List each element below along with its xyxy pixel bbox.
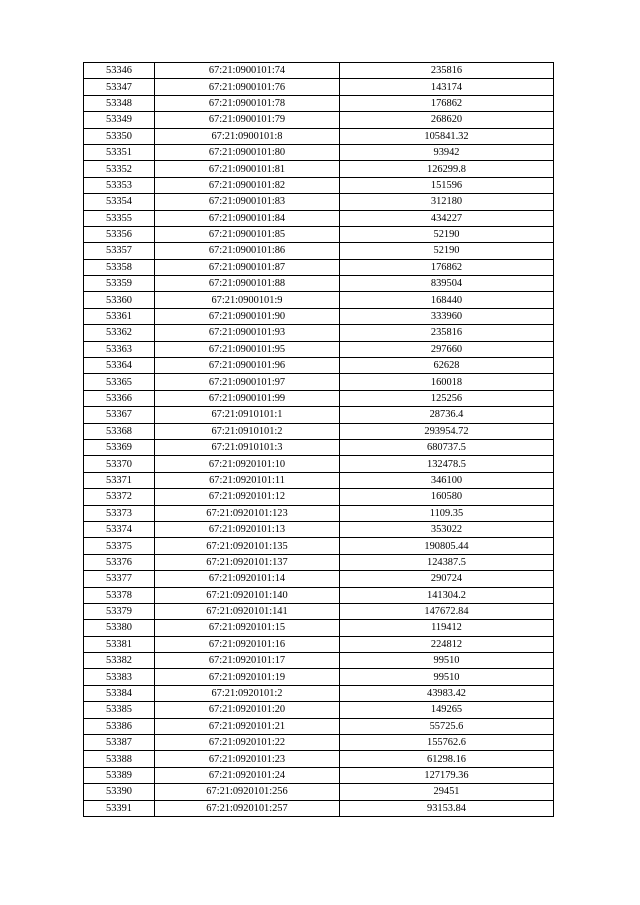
- table-row: [84, 735, 554, 751]
- cadastral-number-cell: 67:21:0920101:10: [155, 456, 340, 472]
- table-row: [84, 423, 554, 439]
- table-row: [84, 554, 554, 570]
- row-number-cell: 53361: [84, 308, 155, 324]
- table-row: [84, 702, 554, 718]
- cadastral-number-cell: 67:21:0920101:24: [155, 767, 340, 783]
- row-number-cell: 53363: [84, 341, 155, 357]
- row-number-cell: 53386: [84, 718, 155, 734]
- value-cell: 346100: [340, 472, 554, 488]
- cadastral-number-cell: 67:21:0920101:2: [155, 685, 340, 701]
- cadastral-number-cell: 67:21:0900101:99: [155, 390, 340, 406]
- row-number-cell: 53350: [84, 128, 155, 144]
- value-cell: 155762.6: [340, 735, 554, 751]
- table-row: [84, 112, 554, 128]
- table-row: [84, 521, 554, 537]
- table-row: [84, 276, 554, 292]
- row-number-cell: 53354: [84, 194, 155, 210]
- table-row: [84, 439, 554, 455]
- cadastral-value-table: [83, 62, 554, 817]
- cadastral-number-cell: 67:21:0900101:82: [155, 177, 340, 193]
- value-cell: 141304.2: [340, 587, 554, 603]
- value-cell: 235816: [340, 325, 554, 341]
- cadastral-number-cell: 67:21:0920101:141: [155, 603, 340, 619]
- value-cell: 93153.84: [340, 800, 554, 816]
- value-cell: 105841.32: [340, 128, 554, 144]
- row-number-cell: 53349: [84, 112, 155, 128]
- value-cell: 1109.35: [340, 505, 554, 521]
- value-cell: 268620: [340, 112, 554, 128]
- value-cell: 61298.16: [340, 751, 554, 767]
- row-number-cell: 53351: [84, 144, 155, 160]
- table-row: [84, 751, 554, 767]
- cadastral-number-cell: 67:21:0900101:76: [155, 79, 340, 95]
- row-number-cell: 53355: [84, 210, 155, 226]
- table-row: [84, 95, 554, 111]
- cadastral-number-cell: 67:21:0900101:84: [155, 210, 340, 226]
- cadastral-number-cell: 67:21:0910101:3: [155, 439, 340, 455]
- value-cell: 52190: [340, 243, 554, 259]
- cadastral-number-cell: 67:21:0900101:83: [155, 194, 340, 210]
- cadastral-number-cell: 67:21:0900101:80: [155, 144, 340, 160]
- row-number-cell: 53382: [84, 653, 155, 669]
- cadastral-number-cell: 67:21:0920101:257: [155, 800, 340, 816]
- value-cell: 224812: [340, 636, 554, 652]
- row-number-cell: 53370: [84, 456, 155, 472]
- table-row: [84, 407, 554, 423]
- table-row: [84, 636, 554, 652]
- cadastral-number-cell: 67:21:0900101:78: [155, 95, 340, 111]
- cadastral-number-cell: 67:21:0920101:14: [155, 571, 340, 587]
- table-row: [84, 259, 554, 275]
- table-row: [84, 587, 554, 603]
- row-number-cell: 53364: [84, 358, 155, 374]
- value-cell: 99510: [340, 669, 554, 685]
- table-row: [84, 144, 554, 160]
- cadastral-number-cell: 67:21:0920101:123: [155, 505, 340, 521]
- cadastral-number-cell: 67:21:0920101:17: [155, 653, 340, 669]
- row-number-cell: 53376: [84, 554, 155, 570]
- row-number-cell: 53356: [84, 226, 155, 242]
- table-row: [84, 390, 554, 406]
- cadastral-number-cell: 67:21:0920101:22: [155, 735, 340, 751]
- cadastral-number-cell: 67:21:0920101:15: [155, 620, 340, 636]
- value-cell: 235816: [340, 63, 554, 79]
- cadastral-number-cell: 67:21:0920101:21: [155, 718, 340, 734]
- cadastral-number-cell: 67:21:0920101:256: [155, 784, 340, 800]
- cadastral-number-cell: 67:21:0910101:2: [155, 423, 340, 439]
- value-cell: 126299.8: [340, 161, 554, 177]
- value-cell: 93942: [340, 144, 554, 160]
- cadastral-number-cell: 67:21:0920101:137: [155, 554, 340, 570]
- table-row: [84, 800, 554, 816]
- value-cell: 312180: [340, 194, 554, 210]
- cadastral-number-cell: 67:21:0900101:9: [155, 292, 340, 308]
- table-row: [84, 63, 554, 79]
- value-cell: 680737.5: [340, 439, 554, 455]
- value-cell: 132478.5: [340, 456, 554, 472]
- row-number-cell: 53384: [84, 685, 155, 701]
- row-number-cell: 53390: [84, 784, 155, 800]
- row-number-cell: 53377: [84, 571, 155, 587]
- table-row: [84, 243, 554, 259]
- row-number-cell: 53385: [84, 702, 155, 718]
- cadastral-number-cell: 67:21:0910101:1: [155, 407, 340, 423]
- row-number-cell: 53359: [84, 276, 155, 292]
- cadastral-number-cell: 67:21:0900101:97: [155, 374, 340, 390]
- cadastral-number-cell: 67:21:0920101:19: [155, 669, 340, 685]
- cadastral-number-cell: 67:21:0900101:74: [155, 63, 340, 79]
- cadastral-number-cell: 67:21:0900101:96: [155, 358, 340, 374]
- value-cell: 160018: [340, 374, 554, 390]
- value-cell: 62628: [340, 358, 554, 374]
- cadastral-number-cell: 67:21:0900101:8: [155, 128, 340, 144]
- row-number-cell: 53362: [84, 325, 155, 341]
- row-number-cell: 53373: [84, 505, 155, 521]
- row-number-cell: 53353: [84, 177, 155, 193]
- table-row: [84, 341, 554, 357]
- value-cell: 176862: [340, 259, 554, 275]
- cadastral-number-cell: 67:21:0920101:140: [155, 587, 340, 603]
- value-cell: 151596: [340, 177, 554, 193]
- value-cell: 149265: [340, 702, 554, 718]
- value-cell: 147672.84: [340, 603, 554, 619]
- cadastral-number-cell: 67:21:0920101:13: [155, 521, 340, 537]
- row-number-cell: 53346: [84, 63, 155, 79]
- value-cell: 28736.4: [340, 407, 554, 423]
- row-number-cell: 53358: [84, 259, 155, 275]
- value-cell: 119412: [340, 620, 554, 636]
- value-cell: 333960: [340, 308, 554, 324]
- table-row: [84, 79, 554, 95]
- row-number-cell: 53374: [84, 521, 155, 537]
- table-row: [84, 718, 554, 734]
- table-body: [84, 63, 554, 817]
- row-number-cell: 53389: [84, 767, 155, 783]
- value-cell: 160580: [340, 489, 554, 505]
- value-cell: 839504: [340, 276, 554, 292]
- table-row: [84, 456, 554, 472]
- value-cell: 124387.5: [340, 554, 554, 570]
- cadastral-number-cell: 67:21:0900101:81: [155, 161, 340, 177]
- row-number-cell: 53371: [84, 472, 155, 488]
- table-row: [84, 538, 554, 554]
- value-cell: 353022: [340, 521, 554, 537]
- table-row: [84, 358, 554, 374]
- value-cell: 43983.42: [340, 685, 554, 701]
- cadastral-number-cell: 67:21:0920101:11: [155, 472, 340, 488]
- table-row: [84, 325, 554, 341]
- table-row: [84, 653, 554, 669]
- table-row: [84, 374, 554, 390]
- table-row: [84, 308, 554, 324]
- row-number-cell: 53381: [84, 636, 155, 652]
- table-row: [84, 292, 554, 308]
- table-row: [84, 226, 554, 242]
- row-number-cell: 53352: [84, 161, 155, 177]
- cadastral-number-cell: 67:21:0900101:90: [155, 308, 340, 324]
- value-cell: 293954.72: [340, 423, 554, 439]
- cadastral-number-cell: 67:21:0920101:23: [155, 751, 340, 767]
- value-cell: 52190: [340, 226, 554, 242]
- row-number-cell: 53367: [84, 407, 155, 423]
- value-cell: 127179.36: [340, 767, 554, 783]
- row-number-cell: 53380: [84, 620, 155, 636]
- row-number-cell: 53357: [84, 243, 155, 259]
- cadastral-number-cell: 67:21:0920101:12: [155, 489, 340, 505]
- cadastral-number-cell: 67:21:0900101:95: [155, 341, 340, 357]
- row-number-cell: 53360: [84, 292, 155, 308]
- table-row: [84, 571, 554, 587]
- cadastral-number-cell: 67:21:0920101:135: [155, 538, 340, 554]
- row-number-cell: 53366: [84, 390, 155, 406]
- row-number-cell: 53368: [84, 423, 155, 439]
- table-row: [84, 620, 554, 636]
- value-cell: 297660: [340, 341, 554, 357]
- table-row: [84, 685, 554, 701]
- table-row: [84, 210, 554, 226]
- row-number-cell: 53348: [84, 95, 155, 111]
- row-number-cell: 53378: [84, 587, 155, 603]
- row-number-cell: 53391: [84, 800, 155, 816]
- value-cell: 99510: [340, 653, 554, 669]
- value-cell: 55725.6: [340, 718, 554, 734]
- cadastral-number-cell: 67:21:0900101:93: [155, 325, 340, 341]
- table-row: [84, 128, 554, 144]
- table-row: [84, 177, 554, 193]
- row-number-cell: 53388: [84, 751, 155, 767]
- table-row: [84, 489, 554, 505]
- cadastral-number-cell: 67:21:0920101:16: [155, 636, 340, 652]
- cadastral-number-cell: 67:21:0900101:85: [155, 226, 340, 242]
- table-row: [84, 472, 554, 488]
- table-row: [84, 161, 554, 177]
- row-number-cell: 53375: [84, 538, 155, 554]
- table-row: [84, 784, 554, 800]
- row-number-cell: 53383: [84, 669, 155, 685]
- table-row: [84, 603, 554, 619]
- value-cell: 29451: [340, 784, 554, 800]
- row-number-cell: 53347: [84, 79, 155, 95]
- value-cell: 143174: [340, 79, 554, 95]
- cadastral-number-cell: 67:21:0900101:88: [155, 276, 340, 292]
- cadastral-number-cell: 67:21:0900101:79: [155, 112, 340, 128]
- row-number-cell: 53365: [84, 374, 155, 390]
- value-cell: 290724: [340, 571, 554, 587]
- row-number-cell: 53369: [84, 439, 155, 455]
- table-row: [84, 669, 554, 685]
- table-row: [84, 194, 554, 210]
- table-row: [84, 767, 554, 783]
- value-cell: 125256: [340, 390, 554, 406]
- value-cell: 434227: [340, 210, 554, 226]
- cadastral-number-cell: 67:21:0920101:20: [155, 702, 340, 718]
- cadastral-number-cell: 67:21:0900101:87: [155, 259, 340, 275]
- row-number-cell: 53372: [84, 489, 155, 505]
- row-number-cell: 53387: [84, 735, 155, 751]
- cadastral-number-cell: 67:21:0900101:86: [155, 243, 340, 259]
- value-cell: 176862: [340, 95, 554, 111]
- value-cell: 190805.44: [340, 538, 554, 554]
- value-cell: 168440: [340, 292, 554, 308]
- table-row: [84, 505, 554, 521]
- row-number-cell: 53379: [84, 603, 155, 619]
